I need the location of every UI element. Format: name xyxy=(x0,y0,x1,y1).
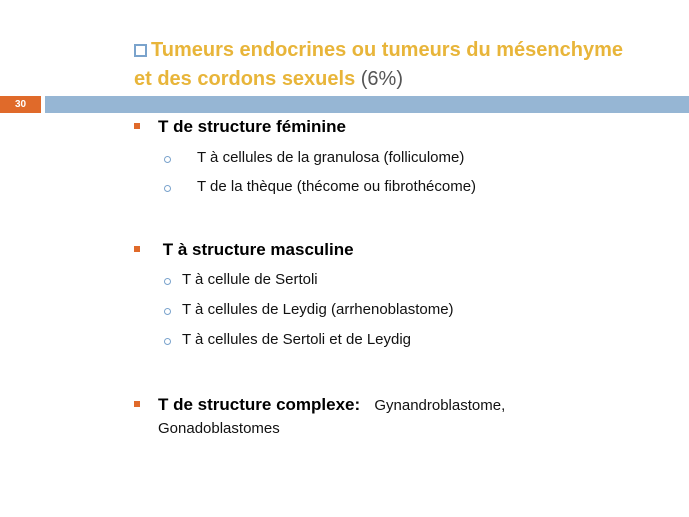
circle-bullet-icon xyxy=(164,156,171,163)
circle-bullet-icon xyxy=(164,338,171,345)
section-heading: T à structure masculine xyxy=(158,240,354,259)
section-detail: Gynandroblastome, Gonadoblastomes xyxy=(158,397,506,437)
title-divider-bar xyxy=(45,96,689,113)
square-bullet-icon xyxy=(134,123,140,129)
title-line-1: Tumeurs endocrines ou tumeurs du mésenchyme xyxy=(151,39,623,61)
circle-bullet-icon xyxy=(164,185,171,192)
square-bullet-icon xyxy=(134,401,140,407)
page-number: 30 xyxy=(0,96,41,113)
title-line-2: et des cordons sexuels xyxy=(134,68,356,90)
slide-title xyxy=(134,36,674,94)
list-item: T de la thèque (thécome ou fibrothécome) xyxy=(164,177,476,197)
section-masculine xyxy=(134,239,674,261)
section-feminine xyxy=(134,116,674,138)
title-percent: (6%) xyxy=(360,68,403,90)
checkbox-bullet-icon xyxy=(134,44,147,57)
square-bullet-icon xyxy=(134,246,140,252)
circle-bullet-icon xyxy=(164,278,171,285)
list-item: T à cellules de Sertoli et de Leydig xyxy=(164,330,411,350)
list-item: T à cellule de Sertoli xyxy=(164,270,318,290)
section-heading: T de structure féminine xyxy=(158,117,346,136)
list-item: T à cellules de Leydig (arrhenoblastome) xyxy=(164,300,454,320)
circle-bullet-icon xyxy=(164,308,171,315)
section-complex xyxy=(134,394,574,440)
list-item: T à cellules de la granulosa (folliculome) xyxy=(164,148,464,168)
section-heading: T de structure complexe: xyxy=(158,395,361,414)
